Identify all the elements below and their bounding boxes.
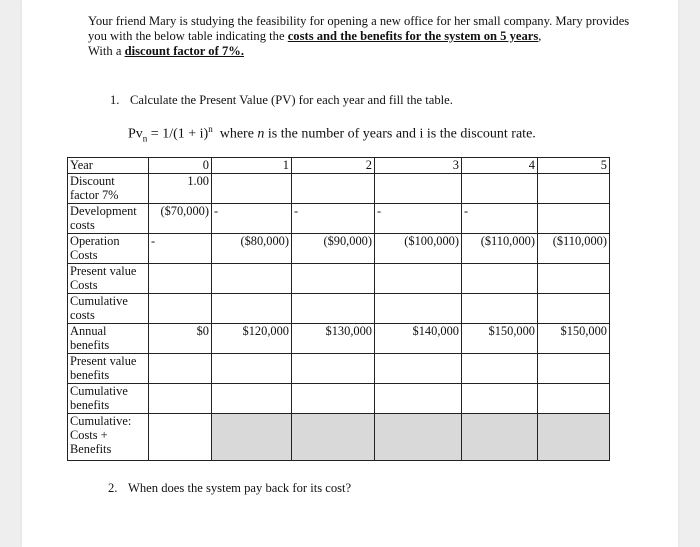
table-cell: - <box>212 204 292 234</box>
question-2-text: When does the system pay back for its cost? <box>128 481 352 495</box>
document-page <box>22 0 678 547</box>
cost-benefit-table <box>67 157 610 461</box>
table-row <box>68 414 610 461</box>
blank-cell[interactable] <box>149 414 212 461</box>
table-cell: - <box>375 204 462 234</box>
table-cell: 3 <box>375 158 462 174</box>
row-label: Cumulative costs <box>68 294 149 324</box>
table-cell: 1.00 <box>149 174 212 204</box>
blank-cell[interactable] <box>375 384 462 414</box>
table-cell: $150,000 <box>538 324 610 354</box>
table-row <box>68 204 610 234</box>
formula-eq: = 1/(1 + i) <box>147 126 209 142</box>
blank-cell[interactable] <box>462 174 538 204</box>
blank-cell[interactable] <box>462 294 538 324</box>
blank-cell[interactable] <box>292 384 375 414</box>
formula-lhs: Pv <box>128 126 143 142</box>
blank-cell[interactable] <box>212 264 292 294</box>
formula-where: where <box>212 126 258 142</box>
table-row <box>68 384 610 414</box>
row-label: Operation Costs <box>68 234 149 264</box>
table-cell: ($110,000) <box>538 234 610 264</box>
blank-cell[interactable] <box>538 174 610 204</box>
blank-cell[interactable] <box>212 384 292 414</box>
table-cell: - <box>149 234 212 264</box>
table-row <box>68 158 610 174</box>
blank-cell[interactable] <box>538 384 610 414</box>
table-row <box>68 294 610 324</box>
blank-cell[interactable] <box>375 294 462 324</box>
table-cell: ($110,000) <box>462 234 538 264</box>
table-cell: - <box>462 204 538 234</box>
table-cell: - <box>292 204 375 234</box>
table-cell: 0 <box>149 158 212 174</box>
blank-cell[interactable] <box>292 294 375 324</box>
table-cell: $0 <box>149 324 212 354</box>
formula-n: n <box>257 126 265 142</box>
blank-cell[interactable] <box>292 414 375 461</box>
table-cell: ($100,000) <box>375 234 462 264</box>
row-label: Present value benefits <box>68 354 149 384</box>
blank-cell[interactable] <box>212 294 292 324</box>
question-1-text: Calculate the Present Value (PV) for each year and fill the table. <box>130 93 453 107</box>
intro-paragraph <box>88 14 648 59</box>
blank-cell[interactable] <box>149 294 212 324</box>
blank-cell[interactable] <box>375 264 462 294</box>
intro-bold-discount: discount factor of 7%. <box>124 44 244 58</box>
formula-lhs-sub: n <box>142 133 148 144</box>
table-cell: 1 <box>212 158 292 174</box>
table-cell: $140,000 <box>375 324 462 354</box>
row-label: Annual benefits <box>68 324 149 354</box>
table-cell: ($80,000) <box>212 234 292 264</box>
question-1 <box>110 93 453 108</box>
blank-cell[interactable] <box>149 354 212 384</box>
table-cell: ($90,000) <box>292 234 375 264</box>
row-label: Present value Costs <box>68 264 149 294</box>
blank-cell[interactable] <box>538 294 610 324</box>
table-row <box>68 174 610 204</box>
blank-cell[interactable] <box>538 354 610 384</box>
blank-cell[interactable] <box>462 354 538 384</box>
blank-cell[interactable] <box>292 174 375 204</box>
blank-cell[interactable] <box>538 264 610 294</box>
intro-text: Your friend Mary is studying the feasibility for opening a new office for her small company. Mary provides you with the below table indicating the <box>88 14 630 43</box>
question-1-number: 1. <box>110 93 120 107</box>
question-2-number: 2. <box>108 481 118 495</box>
blank-cell[interactable] <box>212 414 292 461</box>
table-row <box>68 324 610 354</box>
intro-comma: , <box>538 29 542 43</box>
table-cell: $150,000 <box>462 324 538 354</box>
blank-cell[interactable] <box>462 264 538 294</box>
intro-with: With a <box>88 44 125 58</box>
blank-cell[interactable] <box>292 354 375 384</box>
row-label: Cumulative benefits <box>68 384 149 414</box>
intro-bold-costs: costs and the benefits for the system on 5 years <box>287 29 539 43</box>
blank-cell[interactable] <box>375 354 462 384</box>
table-cell: ($70,000) <box>149 204 212 234</box>
blank-cell[interactable] <box>375 414 462 461</box>
table-row <box>68 234 610 264</box>
blank-cell[interactable] <box>538 414 610 461</box>
blank-cell[interactable] <box>538 204 610 234</box>
row-label: Development costs <box>68 204 149 234</box>
blank-cell[interactable] <box>462 414 538 461</box>
table-cell: 4 <box>462 158 538 174</box>
formula-rest: is the number of years and i is the discount rate. <box>264 126 536 142</box>
blank-cell[interactable] <box>212 354 292 384</box>
table-cell: 2 <box>292 158 375 174</box>
blank-cell[interactable] <box>212 174 292 204</box>
table-row <box>68 354 610 384</box>
blank-cell[interactable] <box>375 174 462 204</box>
blank-cell[interactable] <box>462 384 538 414</box>
table-cell: 5 <box>538 158 610 174</box>
table-cell: $120,000 <box>212 324 292 354</box>
blank-cell[interactable] <box>149 264 212 294</box>
row-label: Discount factor 7% <box>68 174 149 204</box>
question-2 <box>108 481 351 496</box>
table-row <box>68 264 610 294</box>
row-label: Cumulative: Costs + Benefits <box>68 414 149 461</box>
blank-cell[interactable] <box>292 264 375 294</box>
table-cell: $130,000 <box>292 324 375 354</box>
formula-exp: n <box>208 124 213 134</box>
row-label: Year <box>68 158 149 174</box>
pv-formula <box>128 124 536 143</box>
blank-cell[interactable] <box>149 384 212 414</box>
